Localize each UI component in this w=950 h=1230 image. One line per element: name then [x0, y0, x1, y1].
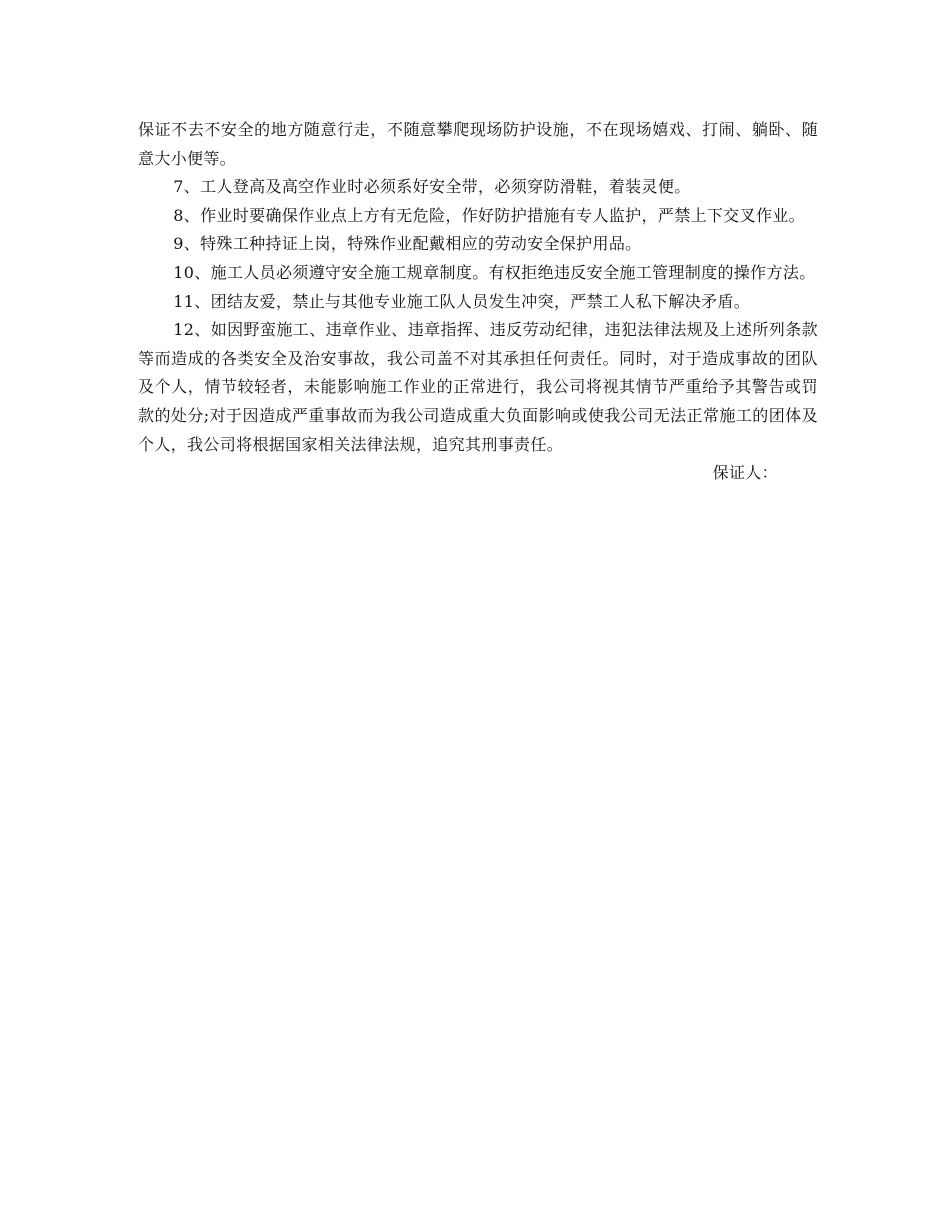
paragraph-item-7: 7、工人登高及高空作业时必须系好安全带，必须穿防滑鞋，着装灵便。 — [173, 177, 691, 197]
signature-label: 保证人： — [712, 463, 778, 483]
paragraph-item-8: 8、作业时要确保作业点上方有无危险，作好防护措施有专人监护，严禁上下交叉作业。 — [173, 205, 806, 225]
paragraph-item-10: 10、施工人员必须遵守安全施工规章制度。有权拒绝违反安全施工管理制度的操作方法。 — [173, 262, 816, 282]
paragraph-continuation: 保证不去不安全的地方随意行走，不随意攀爬现场防护设施，不在现场嬉戏、打闹、躺卧、随意大小便等。 — [138, 120, 818, 168]
paragraph-item-11: 11、团结友爱，禁止与其他专业施工队人员发生冲突，严禁工人私下解决矛盾。 — [173, 291, 751, 311]
document-body — [138, 116, 818, 488]
paragraph-item-9: 9、特殊工种持证上岗，特殊作业配戴相应的劳动安全保护用品。 — [173, 234, 642, 254]
paragraph-item-12: 12、如因野蛮施工、违章作业、违章指挥、违反劳动纪律，违犯法律法规及上述所列条款等而造成的各类安全及治安事故，我公司盖不对其承担任何责任。同时，对于造成事故的团队及个人，情节较轻者，未能影响施工作业的正常进行，我公司将视其情节严重给予其警告或罚款的处分;对于因造成严重事故而为我公司造成重大负面影响或使我公司无法正常施工的团体及个人，我公司将根据国家相关法律法规，追究其刑事责任。 — [138, 320, 818, 454]
